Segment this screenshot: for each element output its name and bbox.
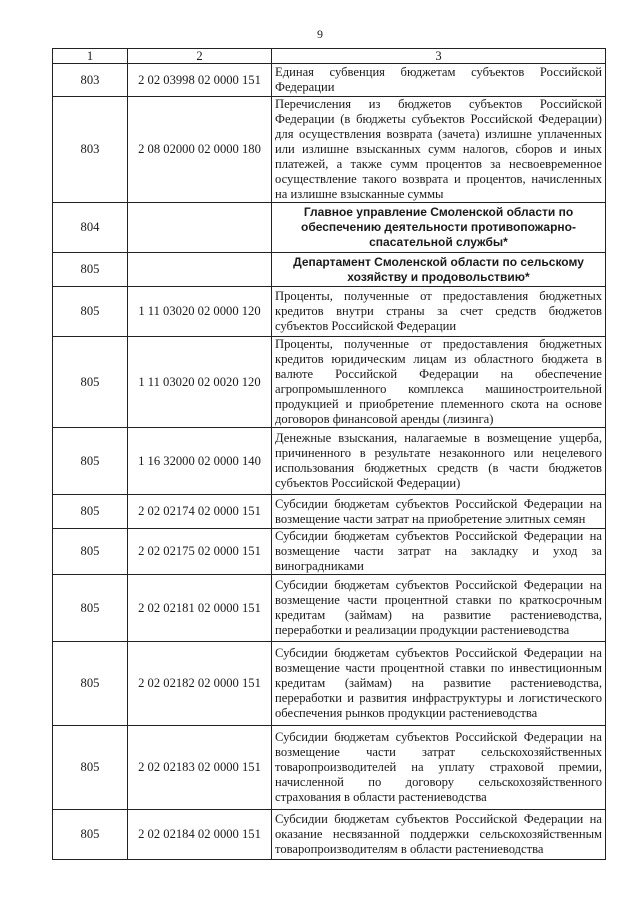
admin-code-cell: 805 [53, 253, 128, 287]
admin-code-cell: 803 [53, 97, 128, 203]
revenue-description-cell: Субсидии бюджетам субъектов Российской Федерации на возмещение части затрат на приобретение элитных семян [272, 495, 606, 529]
revenue-description-cell: Перечисления из бюджетов субъектов Российской Федерации (в бюджеты субъектов Российской Федерации) для осуществления возврата (зачета) излишне уплаченных или излишне взысканных сумм налогов, сборов и иных платежей, а также сумм процентов за несвоевременное осуществление такого возврата и процентов, начисленных на излишне взысканные суммы [272, 97, 606, 203]
admin-code-cell: 803 [53, 64, 128, 97]
table-row [53, 97, 606, 203]
classification-code-cell: 1 11 03020 02 0000 120 [128, 287, 272, 337]
page-number: 9 [317, 27, 323, 41]
revenue-description-cell: Субсидии бюджетам субъектов Российской Федерации на возмещение части затрат сельскохозяйственных товаропроизводителей на уплату страховой премии, начисленной по договору сельскохозяйственного страхования в области растениеводства [272, 726, 606, 810]
classification-code-cell [128, 253, 272, 287]
admin-code-cell: 805 [53, 575, 128, 642]
table-row [53, 575, 606, 642]
revenue-description-cell: Субсидии бюджетам субъектов Российской Федерации на возмещение части процентной ставки по краткосрочным кредитам (займам) на развитие растениеводства, переработки и реализации продукции растениеводства [272, 575, 606, 642]
classification-code-cell: 1 16 32000 02 0000 140 [128, 428, 272, 495]
column-header-1: 1 [53, 49, 128, 64]
revenue-description-cell: Субсидии бюджетам субъектов Российской Федерации на возмещение части процентной ставки по инвестиционным кредитам (займам) на развитие растениеводства, переработки и развития инфраструктуры и логистического обеспечения рынков продукции растениеводства [272, 642, 606, 726]
admin-code-cell: 805 [53, 428, 128, 495]
classification-code-cell: 2 02 02181 02 0000 151 [128, 575, 272, 642]
classification-code-cell: 2 02 02183 02 0000 151 [128, 726, 272, 810]
column-header-3: 3 [272, 49, 606, 64]
table-row [53, 337, 606, 428]
admin-code-cell: 805 [53, 529, 128, 575]
administrator-heading-cell: Департамент Смоленской области по сельскому хозяйству и продовольствию* [272, 253, 606, 287]
classification-code-cell: 2 02 02174 02 0000 151 [128, 495, 272, 529]
revenue-description-cell: Субсидии бюджетам субъектов Российской Федерации на оказание несвязанной поддержки сельскохозяйственным товаропроизводителям в области растениеводства [272, 810, 606, 860]
table-row [53, 810, 606, 860]
admin-code-cell: 805 [53, 810, 128, 860]
classification-code-cell: 2 02 03998 02 0000 151 [128, 64, 272, 97]
column-header-2: 2 [128, 49, 272, 64]
table-row [53, 726, 606, 810]
budget-classification-table [52, 48, 606, 860]
classification-code-cell: 2 02 02184 02 0000 151 [128, 810, 272, 860]
revenue-description-cell: Проценты, полученные от предоставления бюджетных кредитов внутри страны за счет средств бюджетов субъектов Российской Федерации [272, 287, 606, 337]
admin-code-cell: 805 [53, 642, 128, 726]
admin-code-cell: 805 [53, 287, 128, 337]
admin-code-cell: 805 [53, 337, 128, 428]
table-row [53, 203, 606, 253]
classification-code-cell: 2 02 02182 02 0000 151 [128, 642, 272, 726]
table-header-row [53, 49, 606, 64]
revenue-description-cell: Денежные взыскания, налагаемые в возмещение ущерба, причиненного в результате незаконного или нецелевого использования бюджетных средств (в части бюджетов субъектов Российской Федерации) [272, 428, 606, 495]
administrator-heading-cell: Главное управление Смоленской области по обеспечению деятельности противопожарно-спасательной службы* [272, 203, 606, 253]
admin-code-cell: 804 [53, 203, 128, 253]
revenue-description-cell: Единая субвенция бюджетам субъектов Российской Федерации [272, 64, 606, 97]
admin-code-cell: 805 [53, 726, 128, 810]
table-row [53, 64, 606, 97]
table-row [53, 642, 606, 726]
classification-code-cell [128, 203, 272, 253]
classification-code-cell: 2 08 02000 02 0000 180 [128, 97, 272, 203]
table-row [53, 428, 606, 495]
table-row [53, 495, 606, 529]
classification-code-cell: 2 02 02175 02 0000 151 [128, 529, 272, 575]
revenue-description-cell: Субсидии бюджетам субъектов Российской Федерации на возмещение части затрат на закладку и уход за виноградниками [272, 529, 606, 575]
table-row [53, 253, 606, 287]
table-row [53, 529, 606, 575]
table-row [53, 287, 606, 337]
revenue-description-cell: Проценты, полученные от предоставления бюджетных кредитов юридическим лицам из областного бюджета в валюте Российской Федерации на обеспечение агропромышленного комплекса машиностроительной продукцией и приобретение племенного скота на основе договоров финансовой аренды (лизинга) [272, 337, 606, 428]
classification-code-cell: 1 11 03020 02 0020 120 [128, 337, 272, 428]
admin-code-cell: 805 [53, 495, 128, 529]
